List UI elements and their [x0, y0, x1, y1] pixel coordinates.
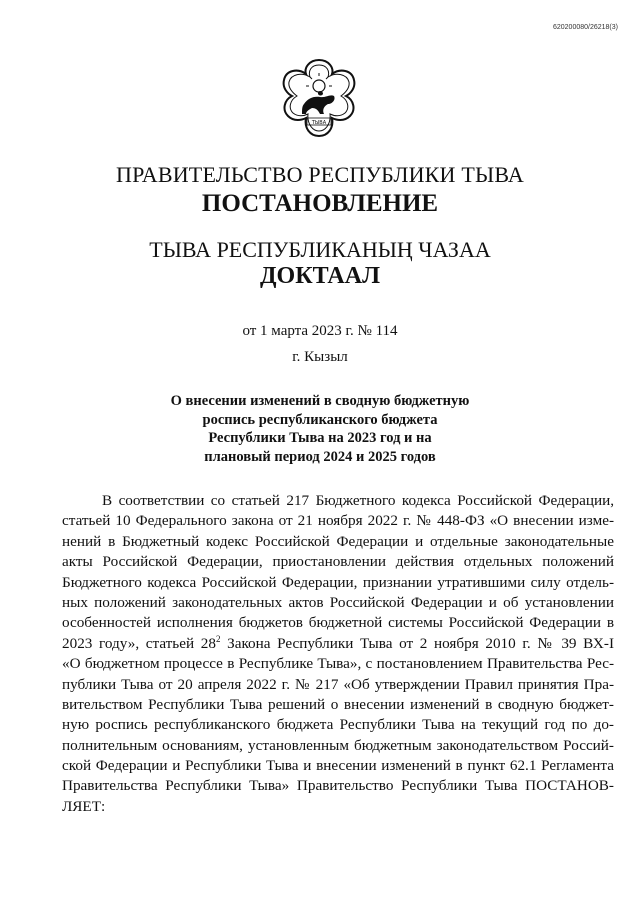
body-line: вительством Республики Тыва решений о внесении изменений в сводную бюджет- — [62, 695, 614, 713]
body-line-part: Закона Республики Тыва от 2 ноября 2010 г. № 39 ВХ-I — [220, 634, 614, 652]
government-heading: ПРАВИТЕЛЬСТВО РЕСПУБЛИКИ ТЫВА — [116, 162, 524, 187]
body-line: особенностей исполнения бюджетов бюджетной системы Российской Федерации в — [62, 614, 614, 632]
body-line: Бюджетного кодекса Российской Федерации, признании утратившими силу отдель- — [62, 573, 614, 591]
body-paragraph — [62, 491, 614, 817]
government-heading-tyvan: ТЫВА РЕСПУБЛИКАНЫҢ ЧАЗАА — [149, 237, 491, 262]
doc-type-heading: ПОСТАНОВЛЕНИЕ — [201, 190, 439, 217]
body-line: акты Российской Федерации, приостановлении действия отдельных положений — [62, 553, 614, 571]
document-title — [0, 392, 640, 466]
tyva-emblem-icon — [274, 56, 364, 144]
body-line: ных положений законодательных актов Российской Федерации и об установлении — [62, 593, 614, 611]
document-code: 620200080/26218(3) — [552, 24, 618, 31]
body-line: В соответствии со статьей 217 Бюджетного кодекса Российской Федерации, — [102, 492, 614, 509]
body-line-final: ЛЯЕТ: — [62, 797, 106, 815]
title-line: Республики Тыва на 2023 год и на — [208, 430, 432, 446]
title-line: О внесении изменений в сводную бюджетную — [170, 393, 470, 409]
body-line: статьей 10 Федерального закона от 21 ноября 2022 г. № 448-ФЗ «О внесении изме- — [62, 512, 614, 530]
body-line-with-superscript — [62, 634, 614, 654]
body-line: нений в Бюджетный кодекс Российской Федерации и отдельные законодательные — [62, 532, 614, 550]
body-line: ную роспись республиканского бюджета Республики Тыва на текущий год по до- — [62, 716, 614, 734]
emblem-label: ТЫВА — [311, 120, 327, 126]
city-line: г. Кызыл — [292, 349, 348, 365]
title-line: роспись республиканского бюджета — [202, 411, 438, 428]
doc-type-heading-tyvan: ДОКТААЛ — [260, 263, 380, 289]
superscript: 2 — [215, 633, 221, 644]
body-line: публики Тыва от 20 апреля 2022 г. № 217 «Об утверждении Правил принятия Пра- — [62, 675, 614, 693]
body-line: полнительным основаниям, установленным бюджетным законодательством Россий- — [62, 736, 614, 754]
body-line: ской Федерации и Республики Тыва и внесении изменений в пункт 62.1 Регламента — [62, 757, 614, 775]
body-line: «О бюджетном процессе в Республике Тыва», с постановлением Правительства Рес- — [62, 655, 614, 673]
date-number-line: от 1 марта 2023 г. № 114 — [242, 323, 398, 339]
title-line: плановый период 2024 и 2025 годов — [204, 448, 436, 465]
body-line: Правительства Республики Тыва» Правительство Республики Тыва ПОСТАНОВ- — [62, 777, 614, 795]
body-line-part: 2023 году», статьей 28 — [62, 634, 216, 652]
